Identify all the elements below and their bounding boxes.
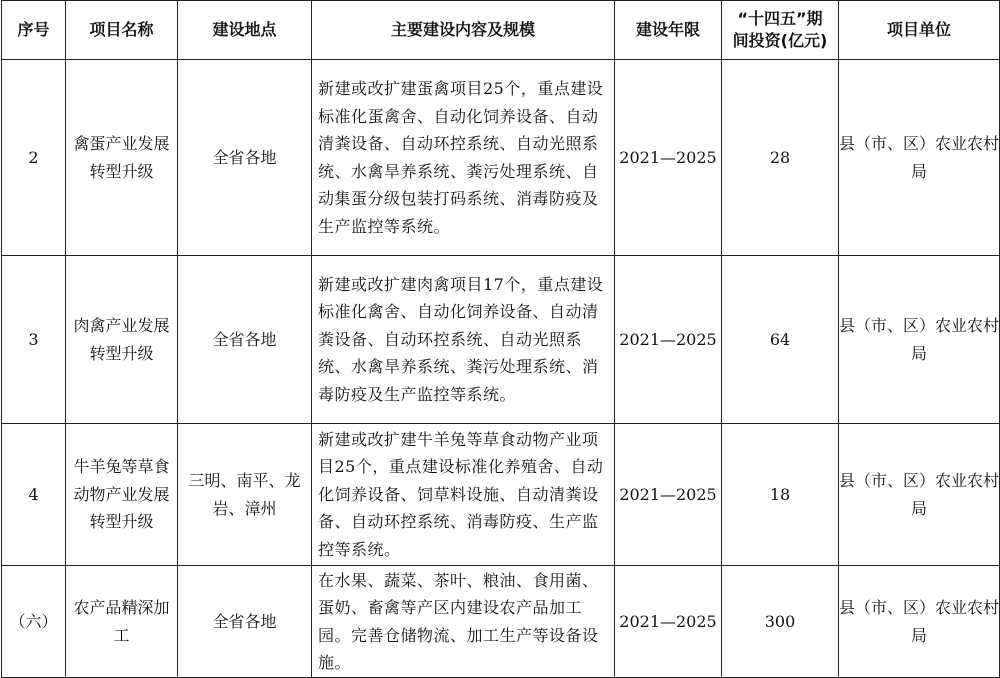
cell-period: 2021—2025 [615, 256, 722, 424]
cell-location: 全省各地 [178, 566, 312, 678]
cell-location: 全省各地 [178, 60, 312, 256]
cell-name: 禽蛋产业发展转型升级 [66, 60, 178, 256]
header-period: 建设年限 [615, 1, 722, 60]
cell-period: 2021—2025 [615, 424, 722, 566]
cell-investment: 300 [722, 566, 839, 678]
header-seq: 序号 [2, 1, 66, 60]
cell-investment: 28 [722, 60, 839, 256]
cell-seq: 2 [2, 60, 66, 256]
cell-location: 三明、南平、龙岩、漳州 [178, 424, 312, 566]
cell-seq: 3 [2, 256, 66, 424]
table-row [2, 424, 1000, 566]
header-unit: 项目单位 [839, 1, 1000, 60]
cell-investment: 18 [722, 424, 839, 566]
header-name: 项目名称 [66, 1, 178, 60]
cell-name: 肉禽产业发展转型升级 [66, 256, 178, 424]
cell-unit: 县（市、区）农业农村局 [839, 566, 1000, 678]
cell-name: 牛羊兔等草食动物产业发展转型升级 [66, 424, 178, 566]
table-row [2, 566, 1000, 678]
header-investment-line1: “十四五”期 [737, 9, 823, 28]
cell-period: 2021—2025 [615, 60, 722, 256]
table-row [2, 256, 1000, 424]
cell-seq: （六） [2, 566, 66, 678]
header-investment [722, 1, 839, 60]
cell-name: 农产品精深加工 [66, 566, 178, 678]
header-location: 建设地点 [178, 1, 312, 60]
cell-seq: 4 [2, 424, 66, 566]
table-row [2, 60, 1000, 256]
project-table [1, 0, 1000, 678]
cell-unit: 县（市、区）农业农村局 [839, 256, 1000, 424]
cell-unit: 县（市、区）农业农村局 [839, 424, 1000, 566]
cell-investment: 64 [722, 256, 839, 424]
cell-location: 全省各地 [178, 256, 312, 424]
cell-content: 新建或改扩建牛羊兔等草食动物产业项目25个，重点建设标准化养殖舍、自动化饲养设备、饲草料设施、自动清粪设备、自动环控系统、消毒防疫、生产监控等系统。 [312, 424, 615, 566]
cell-period: 2021—2025 [615, 566, 722, 678]
cell-unit: 县（市、区）农业农村局 [839, 60, 1000, 256]
cell-content: 新建或改扩建蛋禽项目25个，重点建设标准化蛋禽舍、自动化饲养设备、自动清粪设备、自动环控系统、自动光照系统、水禽旱养系统、粪污处理系统、自动集蛋分级包装打码系统、消毒防疫及生产监控等系统。 [312, 60, 615, 256]
header-investment-line2: 间投资(亿元) [732, 31, 828, 50]
header-row [2, 1, 1000, 60]
header-content: 主要建设内容及规模 [312, 1, 615, 60]
cell-content: 在水果、蔬菜、茶叶、粮油、食用菌、蛋奶、畜禽等产区内建设农产品加工园。完善仓储物流、加工生产等设备设施。 [312, 566, 615, 678]
cell-content: 新建或改扩建肉禽项目17个，重点建设标准化禽舍、自动化饲养设备、自动清粪设备、自动环控系统、自动光照系统、水禽旱养系统、粪污处理系统、消毒防疫及生产监控等系统。 [312, 256, 615, 424]
